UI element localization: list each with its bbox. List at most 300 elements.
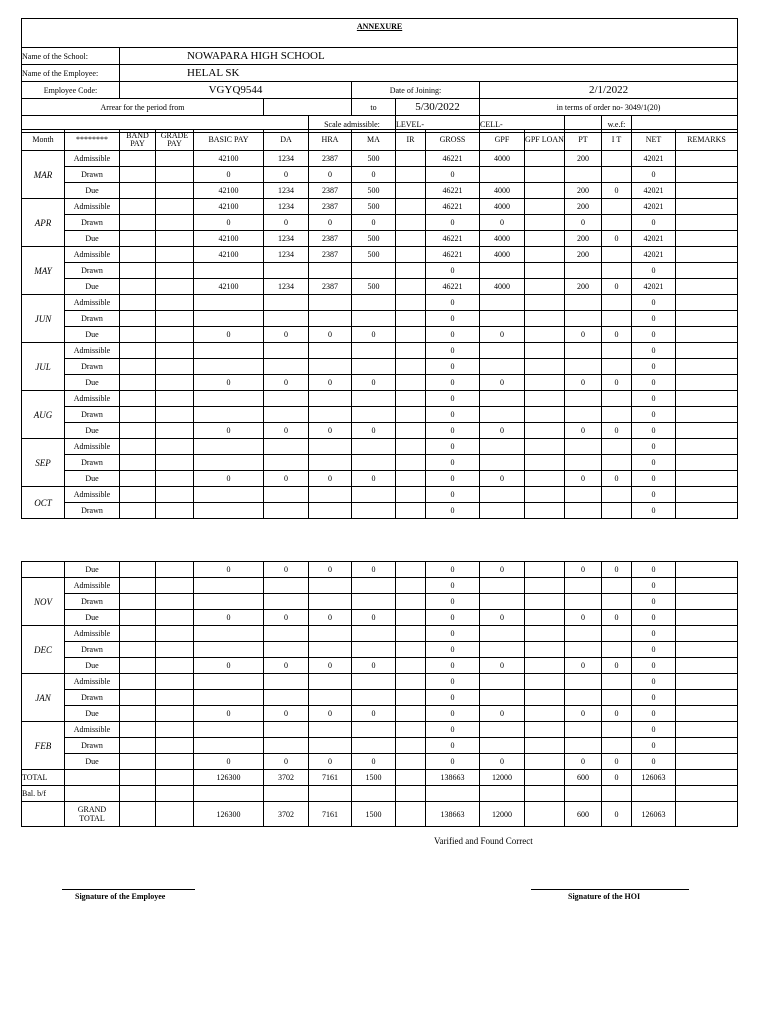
value-cell (156, 407, 194, 423)
value-cell: 0 (426, 738, 480, 754)
value-cell (525, 706, 565, 722)
row-type-label: Due (65, 471, 120, 487)
value-cell (565, 487, 602, 503)
value-cell (525, 183, 565, 199)
value-cell: 0 (194, 471, 264, 487)
table-row (22, 594, 738, 610)
value-cell: 0 (632, 295, 676, 311)
value-cell (565, 343, 602, 359)
value-cell (396, 487, 426, 503)
value-cell (352, 626, 396, 642)
value-cell (264, 359, 309, 375)
value-cell: 42100 (194, 231, 264, 247)
value-cell (525, 471, 565, 487)
value-cell (676, 311, 738, 327)
value-cell (194, 642, 264, 658)
value-cell (525, 263, 565, 279)
value-cell (264, 343, 309, 359)
value-cell (194, 343, 264, 359)
value-cell: 4000 (480, 183, 525, 199)
month-cell: FEB (22, 722, 65, 770)
employee-signature-label: Signature of the Employee (75, 892, 166, 901)
value-cell: 0 (602, 231, 632, 247)
value-cell: 0 (565, 754, 602, 770)
value-cell (565, 738, 602, 754)
row-type-label: Admissible (65, 578, 120, 594)
value-cell: 0 (264, 423, 309, 439)
value-cell (396, 231, 426, 247)
value-cell: 200 (565, 247, 602, 263)
row-type-label: Drawn (65, 311, 120, 327)
column-header: PT (565, 130, 602, 151)
hoi-signature-line (531, 889, 689, 890)
value-cell: 0 (309, 167, 352, 183)
joining-date-value: 2/1/2022 (480, 82, 738, 99)
value-cell (156, 391, 194, 407)
row-type-label: Due (65, 279, 120, 295)
value-cell (602, 594, 632, 610)
school-name: NOWAPARA HIGH SCHOOL (120, 48, 738, 65)
value-cell: 126063 (632, 770, 676, 786)
row-type-label: Admissible (65, 151, 120, 167)
value-cell (602, 151, 632, 167)
value-cell (396, 578, 426, 594)
table-row (22, 343, 738, 359)
value-cell: 0 (632, 626, 676, 642)
value-cell (525, 151, 565, 167)
value-cell: 0 (632, 642, 676, 658)
column-header: GRADE PAY (156, 130, 194, 151)
value-cell: 126300 (194, 802, 264, 827)
value-cell (120, 247, 156, 263)
value-cell: 42021 (632, 247, 676, 263)
value-cell: 0 (264, 327, 309, 343)
value-cell: 500 (352, 199, 396, 215)
value-cell (120, 423, 156, 439)
table-row (22, 215, 738, 231)
value-cell (396, 263, 426, 279)
value-cell: 46221 (426, 183, 480, 199)
value-cell (676, 327, 738, 343)
value-cell: 4000 (480, 279, 525, 295)
table-row (22, 674, 738, 690)
value-cell: 600 (565, 770, 602, 786)
value-cell (676, 722, 738, 738)
value-cell: 0 (632, 487, 676, 503)
value-cell (156, 610, 194, 626)
value-cell: 0 (426, 391, 480, 407)
value-cell: 46221 (426, 279, 480, 295)
row-type-label: Drawn (65, 167, 120, 183)
value-cell (565, 359, 602, 375)
value-cell (120, 738, 156, 754)
table-row (22, 279, 738, 295)
table-row (22, 151, 738, 167)
table-row (22, 167, 738, 183)
value-cell: 0 (352, 471, 396, 487)
value-cell (602, 642, 632, 658)
order-number: in terms of order no- 3049/1(20) (480, 99, 738, 116)
value-cell (565, 503, 602, 519)
value-cell: 0 (264, 754, 309, 770)
value-cell (602, 199, 632, 215)
value-cell (565, 407, 602, 423)
value-cell (120, 471, 156, 487)
value-cell: 0 (480, 562, 525, 578)
value-cell (676, 231, 738, 247)
value-cell (309, 786, 352, 802)
value-cell (352, 391, 396, 407)
value-cell (676, 151, 738, 167)
value-cell (565, 311, 602, 327)
value-cell (264, 263, 309, 279)
value-cell (676, 658, 738, 674)
month-cell: OCT (22, 487, 65, 519)
row-type-label: Admissible (65, 295, 120, 311)
row-type-label: Drawn (65, 690, 120, 706)
value-cell (309, 455, 352, 471)
value-cell (525, 690, 565, 706)
value-cell (156, 722, 194, 738)
value-cell (676, 594, 738, 610)
value-cell (602, 263, 632, 279)
value-cell (309, 407, 352, 423)
value-cell: 0 (426, 594, 480, 610)
row-type-label: Drawn (65, 594, 120, 610)
value-cell (602, 738, 632, 754)
value-cell (676, 578, 738, 594)
value-cell (156, 311, 194, 327)
table-row (22, 183, 738, 199)
month-cell: JUL (22, 343, 65, 391)
value-cell (156, 455, 194, 471)
value-cell (676, 407, 738, 423)
value-cell (396, 738, 426, 754)
value-cell (525, 770, 565, 786)
column-header: MA (352, 130, 396, 151)
value-cell (352, 343, 396, 359)
value-cell: 0 (632, 311, 676, 327)
value-cell: 0 (194, 562, 264, 578)
value-cell: 1234 (264, 247, 309, 263)
column-header: ******** (65, 130, 120, 151)
value-cell (120, 754, 156, 770)
column-header: REMARKS (676, 130, 738, 151)
value-cell: 0 (309, 375, 352, 391)
value-cell (396, 770, 426, 786)
value-cell: 126300 (194, 770, 264, 786)
totals-row (22, 770, 738, 786)
totals-sublabel (65, 770, 120, 786)
value-cell (156, 690, 194, 706)
value-cell (194, 455, 264, 471)
value-cell: 2387 (309, 199, 352, 215)
value-cell (352, 786, 396, 802)
value-cell: 0 (352, 754, 396, 770)
table-row (22, 578, 738, 594)
value-cell: 0 (602, 802, 632, 827)
value-cell: 1500 (352, 802, 396, 827)
value-cell: 0 (632, 263, 676, 279)
totals-label (22, 802, 65, 827)
value-cell (156, 471, 194, 487)
table-row (22, 722, 738, 738)
value-cell (352, 487, 396, 503)
value-cell: 0 (426, 690, 480, 706)
value-cell: 0 (632, 690, 676, 706)
value-cell: 0 (632, 658, 676, 674)
value-cell (352, 311, 396, 327)
value-cell (156, 151, 194, 167)
value-cell: 0 (480, 375, 525, 391)
value-cell (309, 359, 352, 375)
value-cell (309, 487, 352, 503)
value-cell (565, 391, 602, 407)
value-cell (156, 487, 194, 503)
value-cell (396, 594, 426, 610)
value-cell (120, 674, 156, 690)
value-cell: 138663 (426, 802, 480, 827)
table-row (22, 311, 738, 327)
value-cell (194, 626, 264, 642)
totals-row (22, 786, 738, 802)
value-cell (565, 578, 602, 594)
month-cell: JUN (22, 295, 65, 343)
value-cell (396, 610, 426, 626)
value-cell (676, 263, 738, 279)
value-cell (565, 674, 602, 690)
value-cell: 0 (480, 706, 525, 722)
value-cell (676, 167, 738, 183)
value-cell (309, 311, 352, 327)
value-cell: 500 (352, 231, 396, 247)
arrear-period-label: Arrear for the period from (22, 99, 264, 116)
column-header: GROSS (426, 130, 480, 151)
value-cell: 0 (194, 658, 264, 674)
value-cell (602, 407, 632, 423)
value-cell: 0 (194, 754, 264, 770)
value-cell: 4000 (480, 151, 525, 167)
value-cell: 12000 (480, 802, 525, 827)
value-cell: 0 (602, 471, 632, 487)
month-cell: MAY (22, 247, 65, 295)
employee-signature-line (62, 889, 195, 890)
value-cell (156, 802, 194, 827)
value-cell (396, 359, 426, 375)
value-cell (156, 215, 194, 231)
value-cell (120, 802, 156, 827)
column-header-row (22, 130, 738, 151)
value-cell (676, 439, 738, 455)
header-table (21, 18, 738, 133)
value-cell (309, 263, 352, 279)
table-row (22, 407, 738, 423)
value-cell (396, 626, 426, 642)
value-cell (396, 183, 426, 199)
value-cell (396, 407, 426, 423)
value-cell: 126063 (632, 802, 676, 827)
value-cell: 0 (352, 706, 396, 722)
value-cell: 0 (426, 455, 480, 471)
value-cell (194, 311, 264, 327)
value-cell (264, 455, 309, 471)
value-cell: 3702 (264, 770, 309, 786)
month-cell (22, 562, 65, 578)
value-cell (480, 391, 525, 407)
table-row (22, 754, 738, 770)
value-cell (309, 343, 352, 359)
value-cell (156, 626, 194, 642)
value-cell: 0 (565, 471, 602, 487)
value-cell: 0 (352, 167, 396, 183)
value-cell: 0 (632, 455, 676, 471)
value-cell (525, 610, 565, 626)
value-cell: 0 (352, 610, 396, 626)
table-row (22, 199, 738, 215)
value-cell: 42100 (194, 151, 264, 167)
value-cell (156, 706, 194, 722)
value-cell (565, 167, 602, 183)
table-row (22, 471, 738, 487)
value-cell (676, 471, 738, 487)
value-cell (309, 626, 352, 642)
verified-note: Varified and Found Correct (434, 836, 533, 846)
value-cell (602, 455, 632, 471)
value-cell (565, 455, 602, 471)
value-cell: 7161 (309, 802, 352, 827)
value-cell (525, 247, 565, 263)
value-cell (120, 562, 156, 578)
value-cell (565, 722, 602, 738)
value-cell (309, 642, 352, 658)
value-cell: 4000 (480, 247, 525, 263)
value-cell (120, 407, 156, 423)
value-cell (194, 487, 264, 503)
value-cell (525, 407, 565, 423)
value-cell: 2387 (309, 151, 352, 167)
value-cell (120, 167, 156, 183)
value-cell (396, 786, 426, 802)
value-cell: 0 (632, 327, 676, 343)
row-type-label: Due (65, 327, 120, 343)
table-row (22, 487, 738, 503)
table-row (22, 738, 738, 754)
value-cell: 0 (309, 610, 352, 626)
value-cell (602, 690, 632, 706)
value-cell (480, 343, 525, 359)
value-cell: 0 (426, 343, 480, 359)
table-row (22, 503, 738, 519)
value-cell (525, 487, 565, 503)
value-cell (194, 722, 264, 738)
value-cell (525, 199, 565, 215)
value-cell (156, 279, 194, 295)
value-cell (309, 722, 352, 738)
value-cell (676, 391, 738, 407)
value-cell: 0 (426, 487, 480, 503)
value-cell (352, 439, 396, 455)
value-cell (264, 503, 309, 519)
value-cell (525, 279, 565, 295)
value-cell (194, 674, 264, 690)
value-cell (309, 578, 352, 594)
value-cell (156, 738, 194, 754)
value-cell: 200 (565, 183, 602, 199)
row-type-label: Drawn (65, 738, 120, 754)
value-cell: 0 (352, 327, 396, 343)
value-cell: 1234 (264, 183, 309, 199)
value-cell (565, 642, 602, 658)
table-row (22, 391, 738, 407)
value-cell: 0 (426, 626, 480, 642)
value-cell: 0 (632, 343, 676, 359)
value-cell: 0 (426, 423, 480, 439)
value-cell: 0 (632, 503, 676, 519)
value-cell: 2387 (309, 183, 352, 199)
value-cell: 1234 (264, 199, 309, 215)
value-cell: 0 (565, 610, 602, 626)
value-cell: 0 (602, 770, 632, 786)
value-cell: 0 (426, 407, 480, 423)
value-cell: 0 (565, 215, 602, 231)
value-cell (194, 263, 264, 279)
value-cell: 42100 (194, 247, 264, 263)
value-cell (120, 770, 156, 786)
value-cell (194, 786, 264, 802)
value-cell: 1234 (264, 151, 309, 167)
value-cell (480, 642, 525, 658)
value-cell: 0 (264, 215, 309, 231)
value-cell (480, 594, 525, 610)
value-cell (676, 215, 738, 231)
value-cell: 500 (352, 151, 396, 167)
value-cell (676, 674, 738, 690)
row-type-label: Admissible (65, 391, 120, 407)
value-cell (120, 199, 156, 215)
value-cell: 200 (565, 231, 602, 247)
value-cell (565, 690, 602, 706)
value-cell: 0 (264, 471, 309, 487)
value-cell (396, 215, 426, 231)
value-cell: 46221 (426, 231, 480, 247)
value-cell (676, 802, 738, 827)
arrear-to-label: to (352, 99, 396, 116)
value-cell (352, 738, 396, 754)
value-cell (156, 231, 194, 247)
value-cell (602, 295, 632, 311)
value-cell (120, 626, 156, 642)
value-cell (264, 487, 309, 503)
value-cell (480, 786, 525, 802)
value-cell: 0 (194, 375, 264, 391)
value-cell (264, 407, 309, 423)
value-cell: 0 (264, 610, 309, 626)
value-cell (602, 578, 632, 594)
value-cell (676, 503, 738, 519)
value-cell (194, 738, 264, 754)
value-cell (264, 295, 309, 311)
value-cell (525, 343, 565, 359)
value-cell (602, 247, 632, 263)
value-cell (156, 423, 194, 439)
value-cell (352, 642, 396, 658)
value-cell (156, 786, 194, 802)
value-cell (352, 263, 396, 279)
row-type-label: Admissible (65, 247, 120, 263)
value-cell: 0 (565, 327, 602, 343)
table-row (22, 562, 738, 578)
level-label: LEVEL- (396, 116, 480, 133)
